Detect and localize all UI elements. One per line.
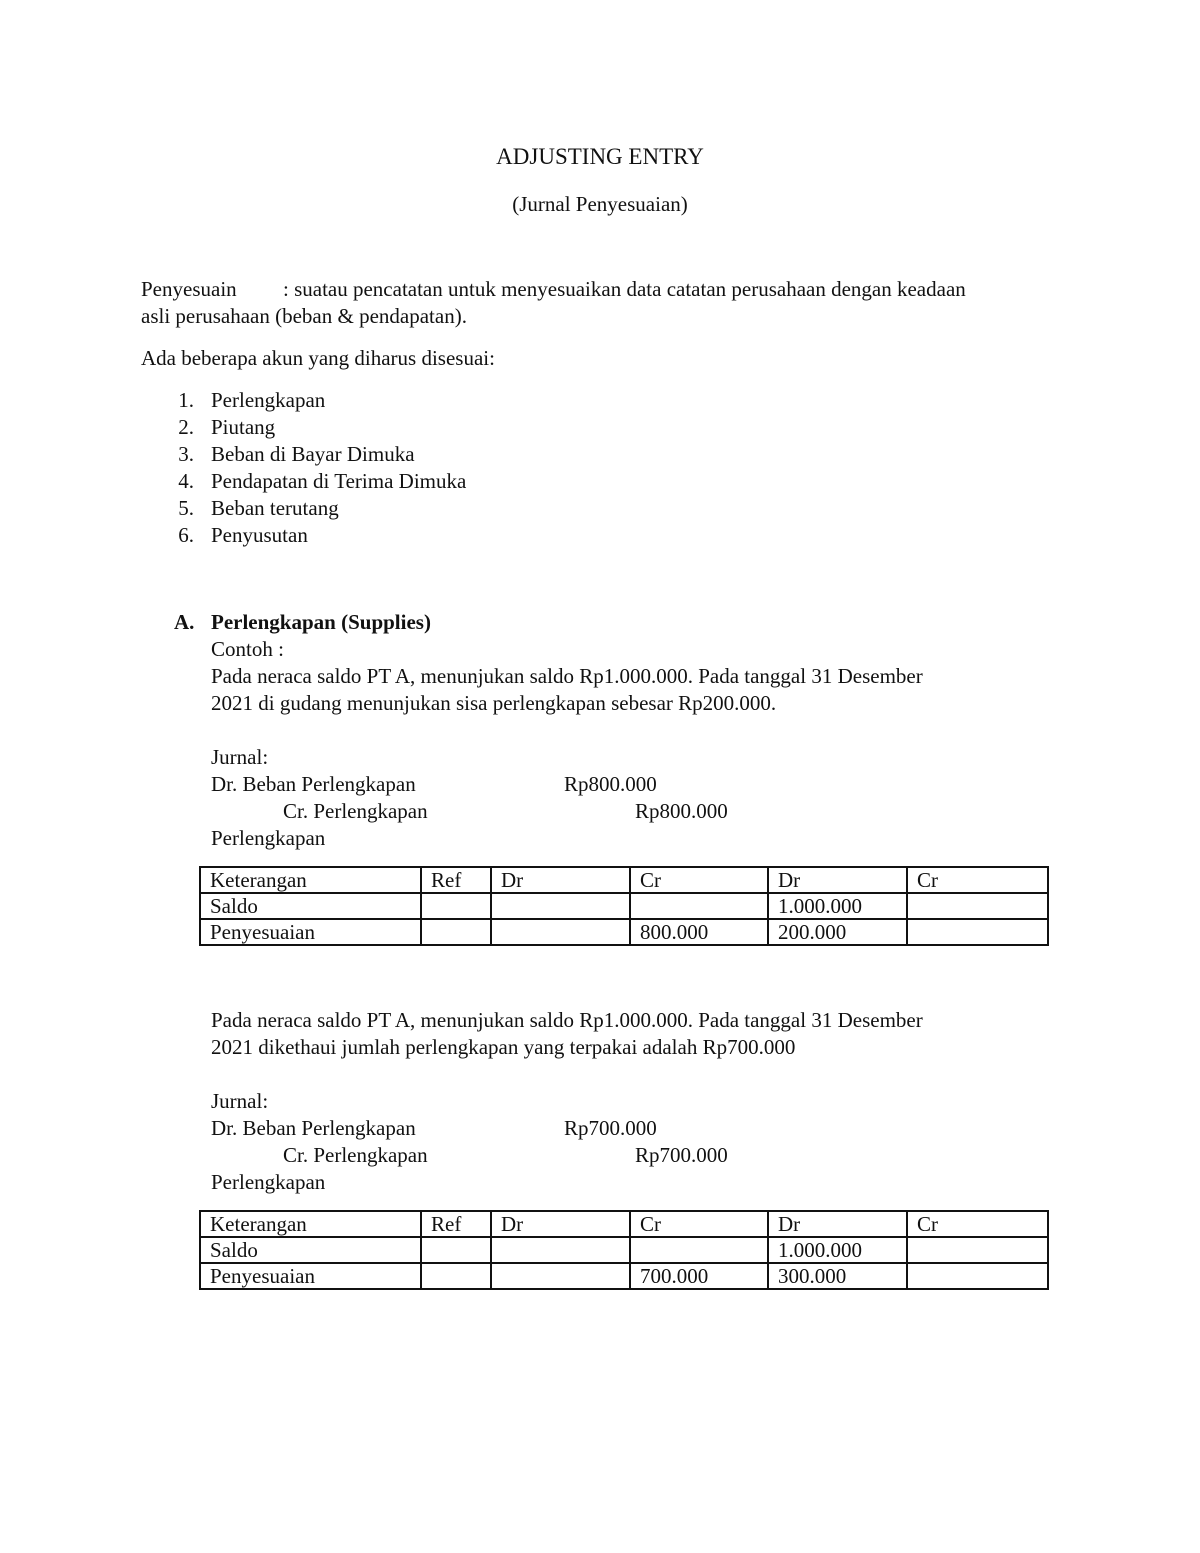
column-header: Cr (630, 867, 768, 893)
section-heading: Perlengkapan (Supplies) (211, 610, 431, 634)
column-header: Ref (421, 1211, 491, 1237)
table-cell (491, 893, 630, 919)
journal-label: Jurnal: (211, 745, 269, 769)
table-cell: 1.000.000 (768, 893, 907, 919)
journal-debit-account: Dr. Beban Perlengkapan (211, 1116, 416, 1140)
ledger-table (199, 866, 1049, 946)
document-subtitle: (Jurnal Penyesuaian) (512, 192, 688, 216)
column-header: Cr (907, 867, 1048, 893)
table-row (200, 893, 1048, 919)
list-item-number: 1. (178, 388, 194, 412)
document-title: ADJUSTING ENTRY (496, 144, 704, 169)
column-header: Cr (630, 1211, 768, 1237)
table-cell: Saldo (200, 893, 421, 919)
list-item: Beban terutang (211, 496, 339, 520)
list-item-number: 4. (178, 469, 194, 493)
ledger-title: Perlengkapan (211, 826, 326, 850)
column-header: Dr (768, 1211, 907, 1237)
column-header: Keterangan (200, 867, 421, 893)
table-row (200, 1263, 1048, 1289)
table-cell (630, 1237, 768, 1263)
list-item: Perlengkapan (211, 388, 326, 412)
column-header: Keterangan (200, 1211, 421, 1237)
journal-debit-amount: Rp800.000 (564, 772, 657, 796)
table-cell (491, 919, 630, 945)
table-cell: Saldo (200, 1237, 421, 1263)
table-cell: 700.000 (630, 1263, 768, 1289)
table-cell (907, 1237, 1048, 1263)
example-label: Contoh : (211, 637, 284, 661)
column-header: Dr (768, 867, 907, 893)
table-cell (421, 893, 491, 919)
journal-debit-account: Dr. Beban Perlengkapan (211, 772, 416, 796)
table-cell: 1.000.000 (768, 1237, 907, 1263)
definition-text: : suatau pencatatan untuk menyesuaikan data catatan perusahaan dengan keadaan (283, 277, 966, 301)
list-item-number: 5. (178, 496, 194, 520)
table-cell (491, 1237, 630, 1263)
table-cell (630, 893, 768, 919)
column-header: Ref (421, 867, 491, 893)
ledger-title: Perlengkapan (211, 1170, 326, 1194)
list-item-number: 6. (178, 523, 194, 547)
example1-text-continued: 2021 di gudang menunjukan sisa perlengkapan sebesar Rp200.000. (211, 691, 777, 715)
table-cell (421, 1237, 491, 1263)
table-cell: 300.000 (768, 1263, 907, 1289)
example1-text: Pada neraca saldo PT A, menunjukan saldo Rp1.000.000. Pada tanggal 31 Desember (211, 664, 923, 688)
ledger-table (199, 1210, 1049, 1290)
section-letter: A. (174, 610, 195, 634)
journal-credit-account: Cr. Perlengkapan (283, 1143, 428, 1167)
list-item-number: 3. (178, 442, 194, 466)
list-item: Beban di Bayar Dimuka (211, 442, 415, 466)
table-cell (491, 1263, 630, 1289)
table-cell (907, 1263, 1048, 1289)
column-header: Dr (491, 1211, 630, 1237)
list-item: Piutang (211, 415, 276, 439)
table-cell (907, 919, 1048, 945)
journal-credit-amount: Rp800.000 (635, 799, 728, 823)
column-header: Dr (491, 867, 630, 893)
table-cell: 800.000 (630, 919, 768, 945)
definition-text-continued: asli perusahaan (beban & pendapatan). (141, 304, 467, 328)
table-cell: 200.000 (768, 919, 907, 945)
example2-text: Pada neraca saldo PT A, menunjukan saldo Rp1.000.000. Pada tanggal 31 Desember (211, 1008, 923, 1032)
list-item: Penyusutan (211, 523, 308, 547)
table-row (200, 919, 1048, 945)
table-cell: Penyesuaian (200, 1263, 421, 1289)
definition-term: Penyesuain (141, 277, 237, 301)
table-header-row (200, 1211, 1048, 1237)
journal-debit-amount: Rp700.000 (564, 1116, 657, 1140)
table-cell (907, 893, 1048, 919)
table-header-row (200, 867, 1048, 893)
journal-credit-account: Cr. Perlengkapan (283, 799, 428, 823)
column-header: Cr (907, 1211, 1048, 1237)
table-row (200, 1237, 1048, 1263)
journal-credit-amount: Rp700.000 (635, 1143, 728, 1167)
intro-paragraph: Ada beberapa akun yang diharus disesuai: (141, 346, 495, 370)
table-cell (421, 919, 491, 945)
table-cell (421, 1263, 491, 1289)
journal-label: Jurnal: (211, 1089, 269, 1113)
list-item: Pendapatan di Terima Dimuka (211, 469, 467, 493)
table-cell: Penyesuaian (200, 919, 421, 945)
list-item-number: 2. (178, 415, 194, 439)
example2-text-continued: 2021 dikethaui jumlah perlengkapan yang terpakai adalah Rp700.000 (211, 1035, 796, 1059)
